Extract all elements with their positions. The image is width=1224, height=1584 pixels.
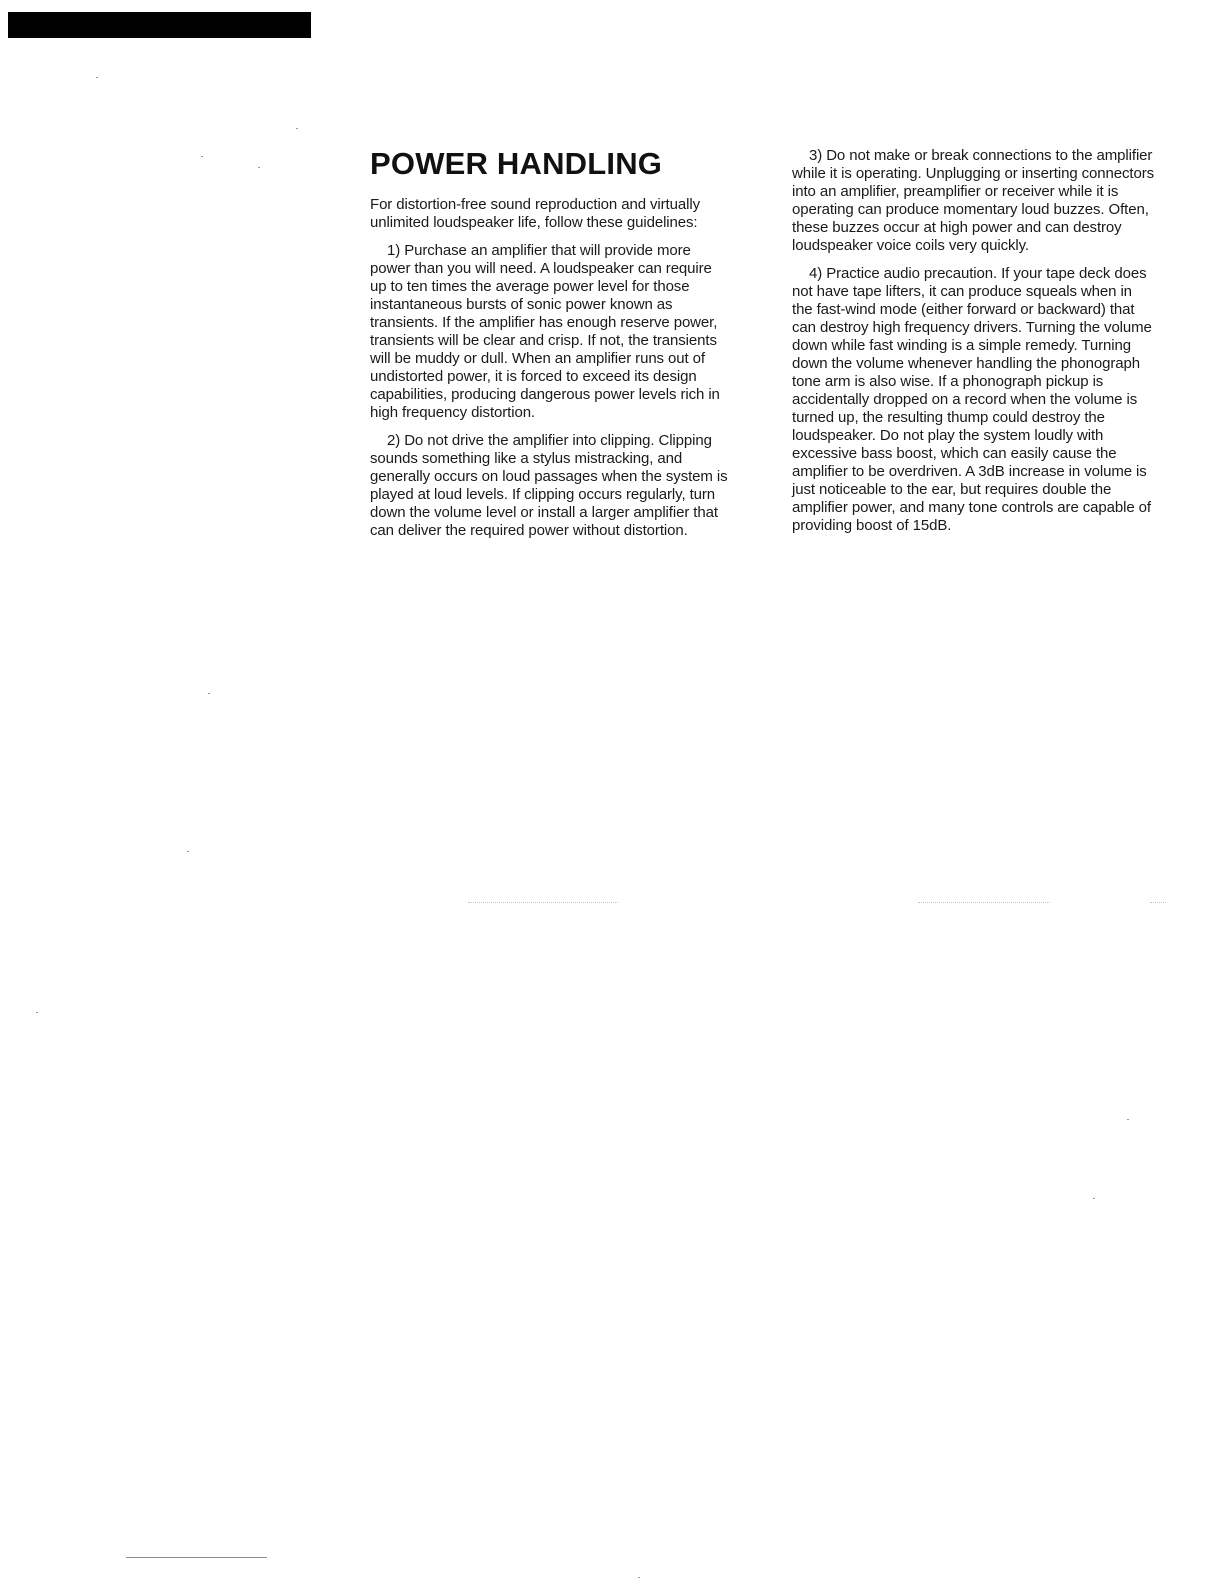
scan-speck (208, 693, 210, 694)
scan-speck (201, 156, 203, 157)
scan-speck (258, 167, 260, 168)
scan-speck (1093, 1198, 1095, 1199)
guideline-paragraph: 1) Purchase an amplifier that will provide more power than you will need. A loudspeaker can require up to ten times the average power level for those instantaneous bursts of sonic power known as transients. If the amplifier has enough reserve power, transients will be clear and crisp. If not, the transients will be muddy or dull. When an amplifier runs out of undistorted power, it is forced to exceed its design capabilities, producing dangerous power levels rich in high frequency distortion. (370, 242, 720, 421)
header-black-bar (8, 12, 311, 38)
right-column (792, 147, 1154, 545)
footer-rule (126, 1557, 267, 1558)
scan-speck (638, 1577, 640, 1578)
scan-speck (36, 1012, 38, 1013)
scan-dotted-line (918, 902, 1050, 903)
guideline-paragraph: 3) Do not make or break connections to the amplifier while it is operating. Unplugging or inserting connectors into an amplifier, preamplifier or receiver while it is operating can produce momentary loud buzzes. Often, these buzzes occur at high power and can destroy loudspeaker voice coils very quickly. (792, 147, 1155, 254)
guideline-paragraph: 4) Practice audio precaution. If your tape deck does not have tape lifters, it can produce squeals when in the fast-wind mode (either forward or backward) that can destroy high frequency drivers. Turning the volume down while fast winding is a simple remedy. Turning down the volume whenever handling the phonograph tone arm is also wise. If a phonograph pickup is accidentally dropped on a record when the volume is turned up, the resulting thump could destroy the loudspeaker. Do not play the system loudly with excessive bass boost, which can easily cause the amplifier to be overdriven. A 3dB increase in volume is just noticeable to the ear, but requires double the amplifier power, and many tone controls are capable of providing boost of 15dB. (792, 265, 1152, 534)
section-heading: POWER HANDLING (370, 146, 663, 181)
scan-speck (1127, 1119, 1129, 1120)
intro-paragraph: For distortion-free sound reproduction and virtually unlimited loudspeaker life, follow these guidelines: (370, 196, 700, 231)
guideline-paragraph: 2) Do not drive the amplifier into clipping. Clipping sounds something like a stylus mistracking, and generally occurs on loud passages when the system is played at loud levels. If clipping occurs regularly, turn down the volume level or install a larger amplifier that can deliver the required power without distortion. (370, 432, 728, 539)
scan-dotted-line (1150, 902, 1166, 903)
left-column (370, 146, 732, 550)
scan-speck (187, 851, 189, 852)
scan-speck (96, 77, 98, 78)
scan-speck (296, 128, 298, 129)
scan-dotted-line (468, 902, 618, 903)
